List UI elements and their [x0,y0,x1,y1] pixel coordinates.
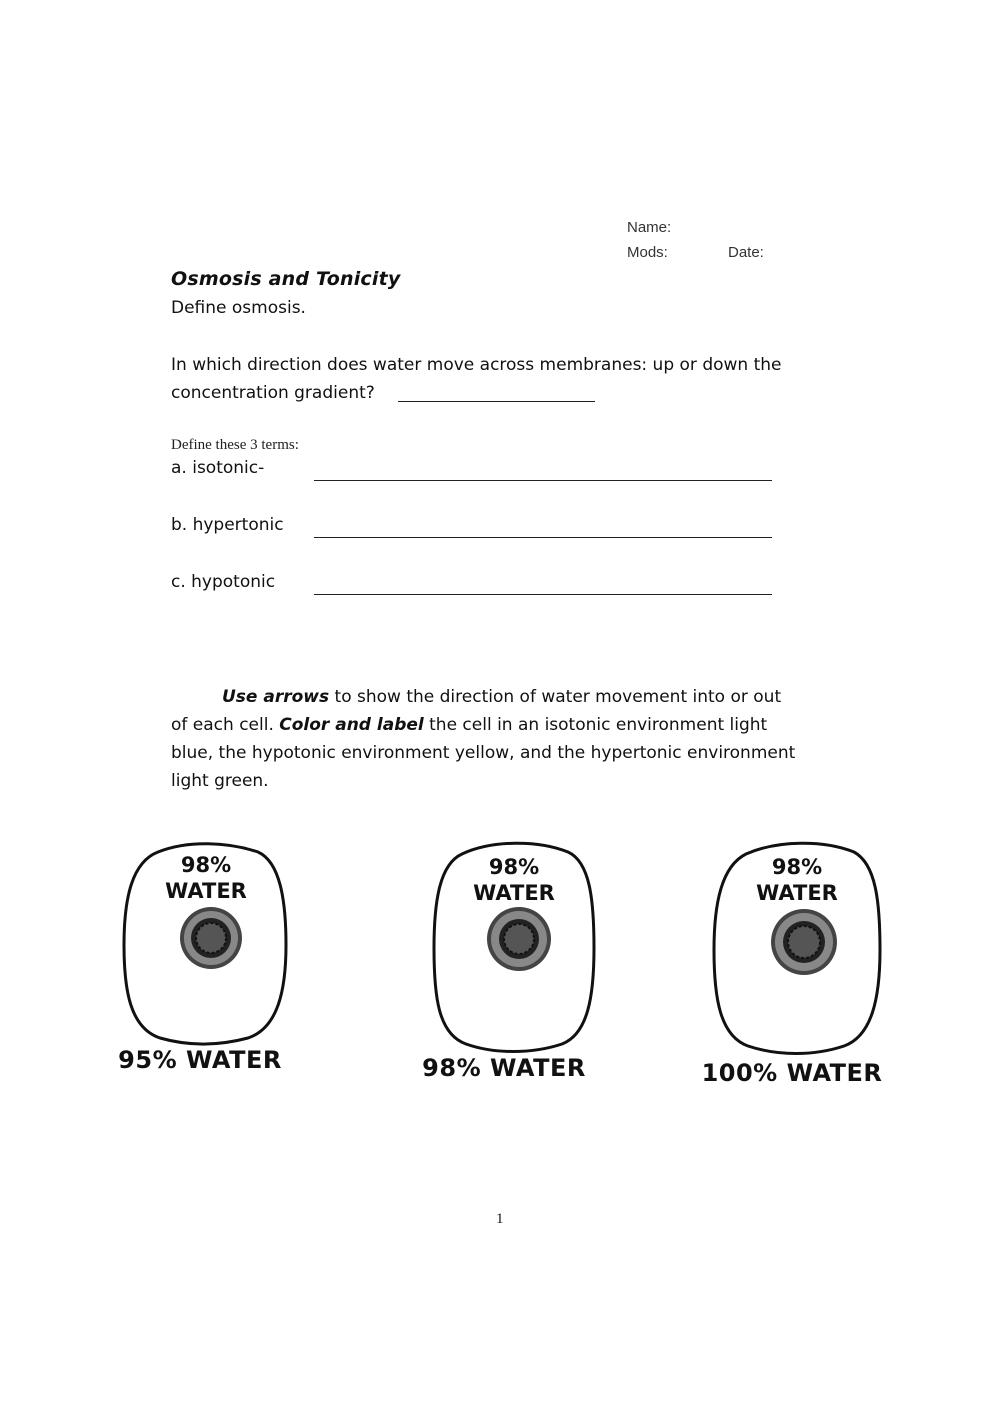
instruction-color-label: Color and label [279,715,424,735]
answer-blank-isotonic[interactable] [314,480,772,481]
cell-diagram-2 [428,838,600,1056]
cell-1-nucleus [180,907,242,969]
terms-intro: Define these 3 terms: [171,437,299,453]
instructions-line2 [171,711,767,740]
cell-2-inside-pct: 98% [488,855,540,879]
instructions-line1 [222,683,781,712]
instructions-line4: light green. [171,771,269,791]
answer-blank-hypotonic[interactable] [314,594,772,595]
question-direction-line1: In which direction does water move across membranes: up or down the [171,355,782,375]
cell-2-inside-word: WATER [473,881,555,905]
instruction-text-1: to show the direction of water movement into or out [329,687,782,707]
question-direction-line2: concentration gradient? [171,383,375,403]
mods-label: Mods: [627,244,668,261]
cell-3-inside-word: WATER [756,881,838,905]
answer-blank-direction[interactable] [398,401,595,402]
instruction-text-2: of each cell. [171,715,280,735]
page-title: Osmosis and Tonicity [171,268,401,290]
page-number: 1 [496,1211,504,1227]
cell-1-outside-label: 95% WATER [118,1046,282,1074]
instruction-text-3: the cell in an isotonic environment light [423,715,768,735]
cell-3-nucleus [771,909,837,975]
term-hypertonic: b. hypertonic [171,515,284,535]
cell-2-outside-label: 98% WATER [422,1054,586,1082]
name-label: Name: [627,219,672,236]
cell-2-nucleus [487,907,551,971]
date-label: Date: [728,244,764,261]
cell-diagram-3 [708,838,886,1060]
instructions-line3: blue, the hypotonic environment yellow, and the hypertonic environment [171,743,796,763]
cell-3-outside-label: 100% WATER [701,1059,883,1087]
instruction-use-arrows: Use arrows [222,687,330,707]
cell-1-inside-word: WATER [165,879,247,903]
question-define-osmosis: Define osmosis. [171,298,306,318]
cell-1-inside-pct: 98% [180,853,232,877]
term-hypotonic: c. hypotonic [171,572,276,592]
cell-3-inside-pct: 98% [771,855,823,879]
cell-diagram-1 [118,840,293,1050]
term-isotonic: a. isotonic- [171,458,265,478]
answer-blank-hypertonic[interactable] [314,537,772,538]
